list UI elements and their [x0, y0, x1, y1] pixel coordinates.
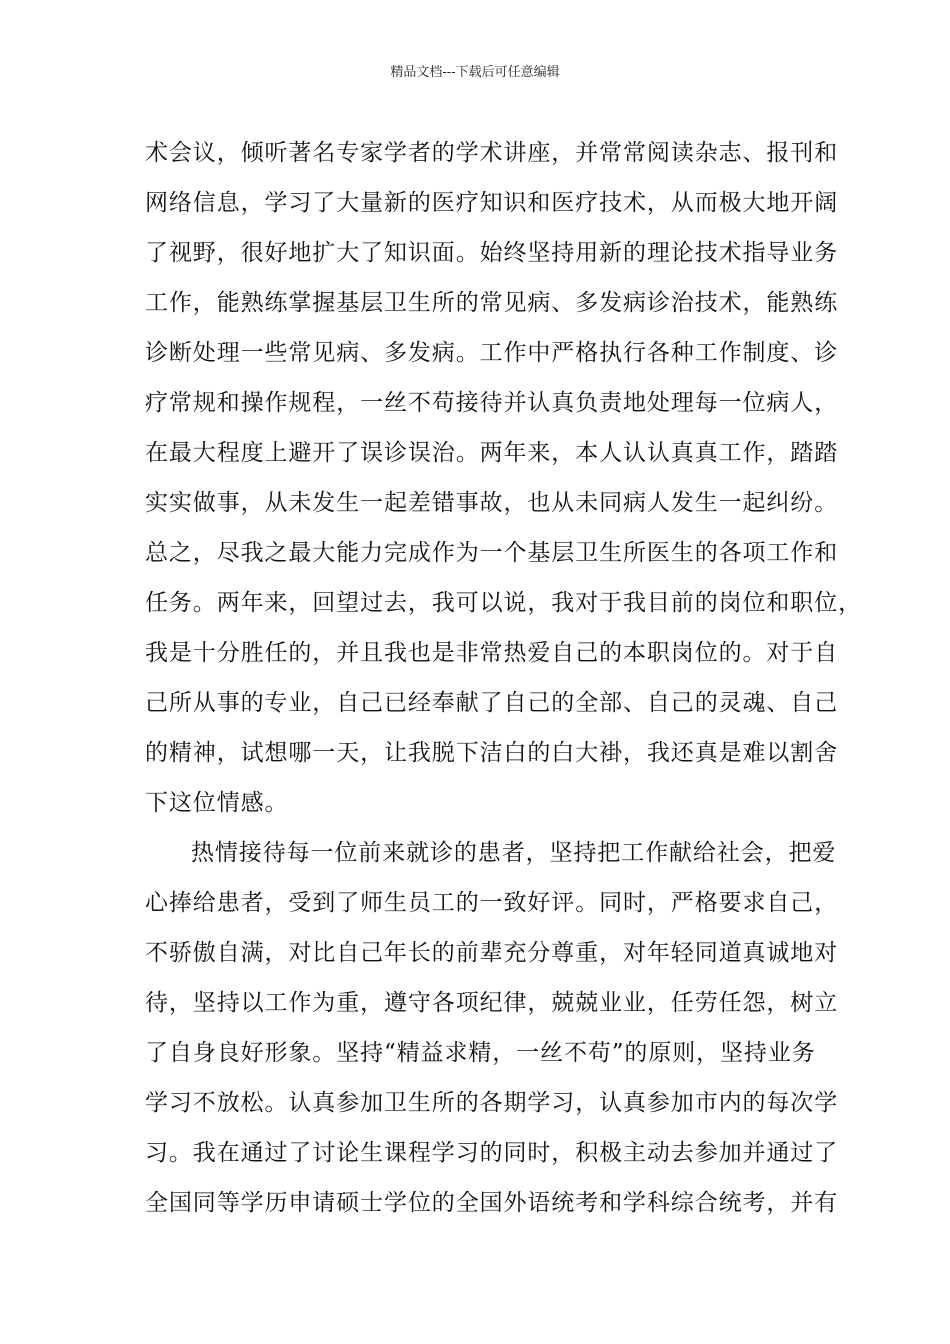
text-line: 学习不放松。认真参加卫生所的各期学习，认真参加市内的每次学	[145, 1090, 839, 1116]
text-line: 总之，尽我之最大能力完成作为一个基层卫生所医生的各项工作和	[145, 540, 839, 566]
text-line: 在最大程度上避开了误诊误治。两年来，本人认认真真工作，踏踏	[145, 440, 839, 466]
text-line: 工作，能熟练掌握基层卫生所的常见病、多发病诊治技术，能熟练	[145, 290, 839, 316]
text-line: 我是十分胜任的，并且我也是非常热爱自己的本职岗位的。对于自	[145, 640, 839, 666]
text-line: 实实做事，从未发生一起差错事故，也从未同病人发生一起纠纷。	[145, 490, 839, 516]
text-line: 任务。两年来，回望过去，我可以说，我对于我目前的岗位和职位，	[145, 590, 862, 616]
page-header: 精品文档---下载后可任意编辑	[390, 65, 560, 80]
document-body	[145, 133, 862, 1233]
paragraph-2	[145, 833, 839, 1233]
text-line: 不骄傲自满，对比自己年长的前辈充分尊重，对年轻同道真诚地对	[145, 940, 839, 966]
text-line: 待，坚持以工作为重，遵守各项纪律，兢兢业业，任劳任怨，树立	[145, 990, 839, 1016]
text-line: 网络信息，学习了大量新的医疗知识和医疗技术，从而极大地开阔	[145, 190, 839, 216]
text-line: 热情接待每一位前来就诊的患者，坚持把工作献给社会，把爱	[191, 840, 837, 866]
text-line: 了自身良好形象。坚持“精益求精，一丝不苟”的原则，坚持业务	[145, 1040, 816, 1066]
text-line: 心捧给患者，受到了师生员工的一致好评。同时，严格要求自己，	[145, 890, 839, 916]
text-line: 的精神，试想哪一天，让我脱下洁白的白大褂，我还真是难以割舍	[145, 740, 839, 766]
paragraph-1	[145, 133, 862, 833]
text-line: 术会议，倾听著名专家学者的学术讲座，并常常阅读杂志、报刊和	[145, 140, 839, 166]
text-line: 习。我在通过了讨论生课程学习的同时，积极主动去参加并通过了	[145, 1140, 839, 1166]
text-line: 下这位情感。	[145, 790, 289, 816]
text-line: 全国同等学历申请硕士学位的全国外语统考和学科综合统考，并有	[145, 1190, 839, 1216]
text-line: 己所从事的专业，自己已经奉献了自己的全部、自己的灵魂、自己	[145, 690, 839, 716]
text-line: 了视野，很好地扩大了知识面。始终坚持用新的理论技术指导业务	[145, 240, 839, 266]
text-line: 诊断处理一些常见病、多发病。工作中严格执行各种工作制度、诊	[145, 340, 839, 366]
text-line: 疗常规和操作规程，一丝不苟接待并认真负责地处理每一位病人，	[145, 390, 839, 416]
